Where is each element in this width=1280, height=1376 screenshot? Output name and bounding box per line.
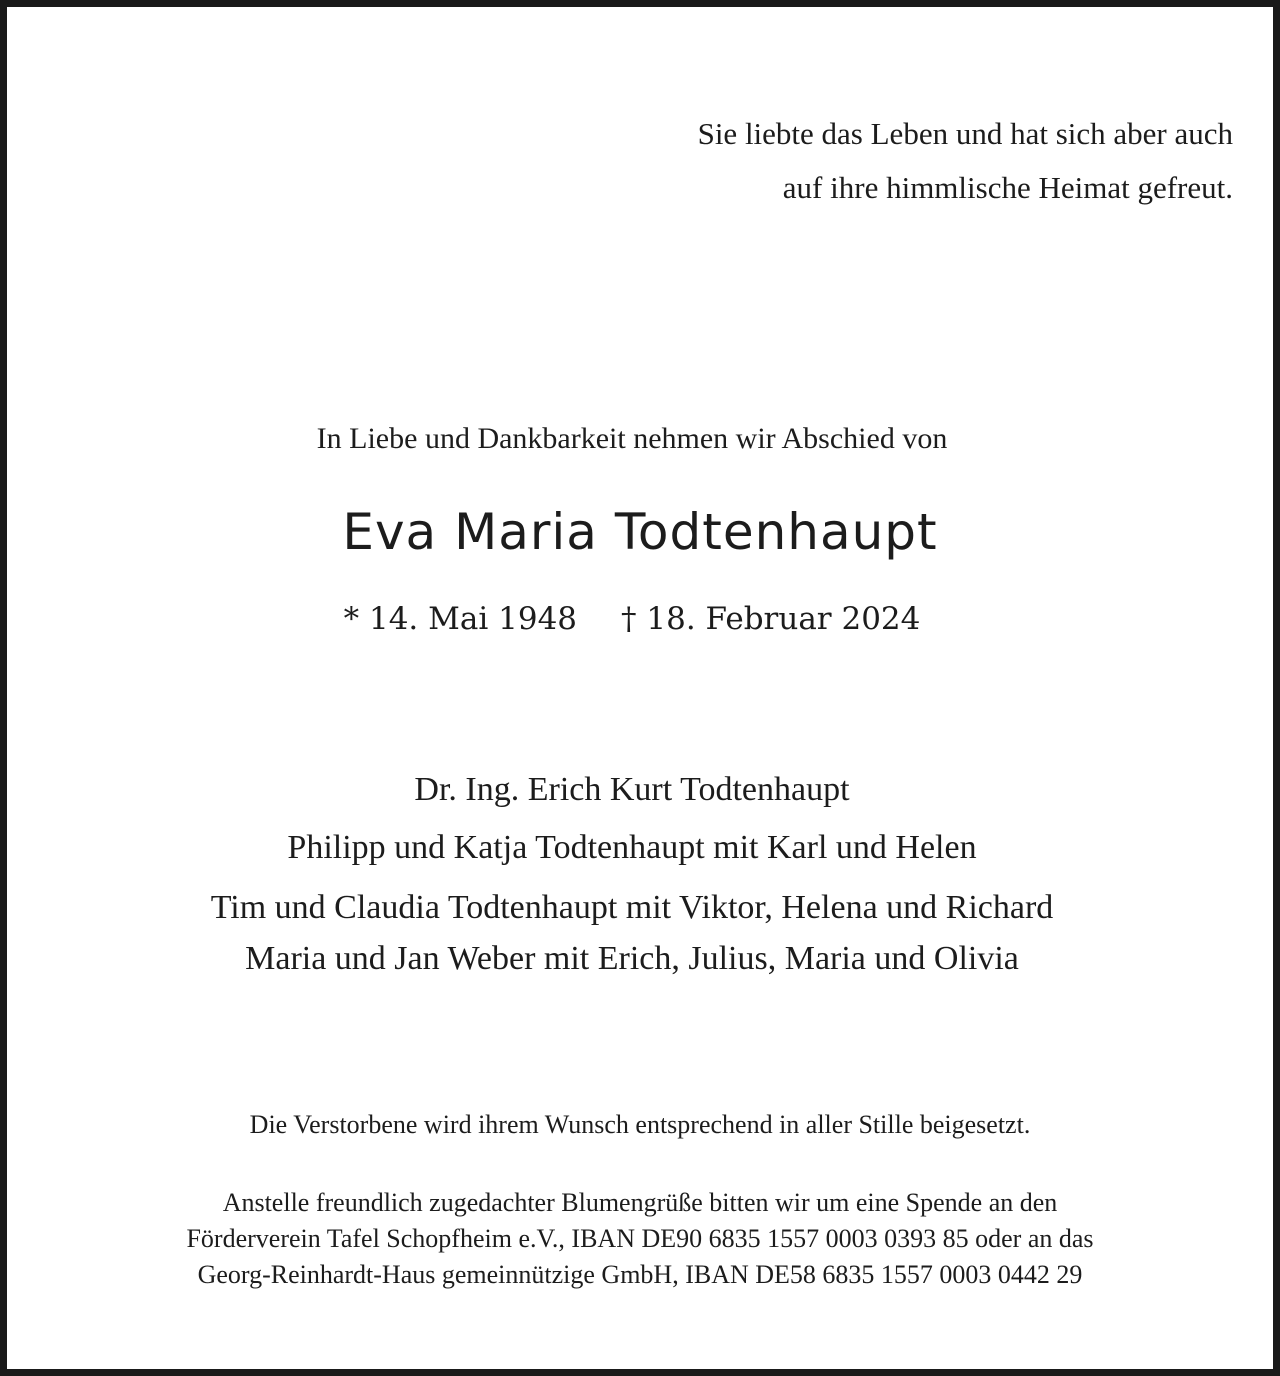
life-dates xyxy=(7,597,1273,641)
intro-text: In Liebe und Dankbarkeit nehmen wir Abschied von xyxy=(316,422,948,455)
birth-date: * 14. Mai 1948 xyxy=(343,601,578,637)
death-date: † 18. Februar 2024 xyxy=(621,601,921,637)
motto-line: Sie liebte das Leben und hat sich aber auch xyxy=(697,116,1233,151)
motto-line: auf ihre himmlische Heimat gefreut. xyxy=(782,170,1233,205)
motto-quote xyxy=(698,107,1233,215)
mourner-line: Dr. Ing. Erich Kurt Todtenhaupt xyxy=(414,771,850,808)
deceased-name: Eva Maria Todtenhaupt xyxy=(342,503,938,561)
donation-line: Georg-Reinhardt-Haus gemeinnützige GmbH, IBAN DE58 6835 1557 0003 0442 29 xyxy=(197,1260,1083,1289)
burial-note: Die Verstorbene wird ihrem Wunsch entsprechend in aller Stille beigesetzt. xyxy=(249,1110,1031,1139)
mourners-list xyxy=(7,767,1273,985)
donation-line: Anstelle freundlich zugedachter Blumengrüße bitten wir um eine Spende an den xyxy=(222,1188,1058,1217)
mourner-line: Maria und Jan Weber mit Erich, Julius, Maria und Olivia xyxy=(245,940,1019,977)
donation-line: Förderverein Tafel Schopfheim e.V., IBAN DE90 6835 1557 0003 0393 85 oder an das xyxy=(186,1224,1094,1253)
donation-request xyxy=(7,1185,1273,1293)
mourner-line: Tim und Claudia Todtenhaupt mit Viktor, Helena und Richard xyxy=(210,889,1054,926)
mourner-line: Philipp und Katja Todtenhaupt mit Karl und Helen xyxy=(287,829,977,866)
